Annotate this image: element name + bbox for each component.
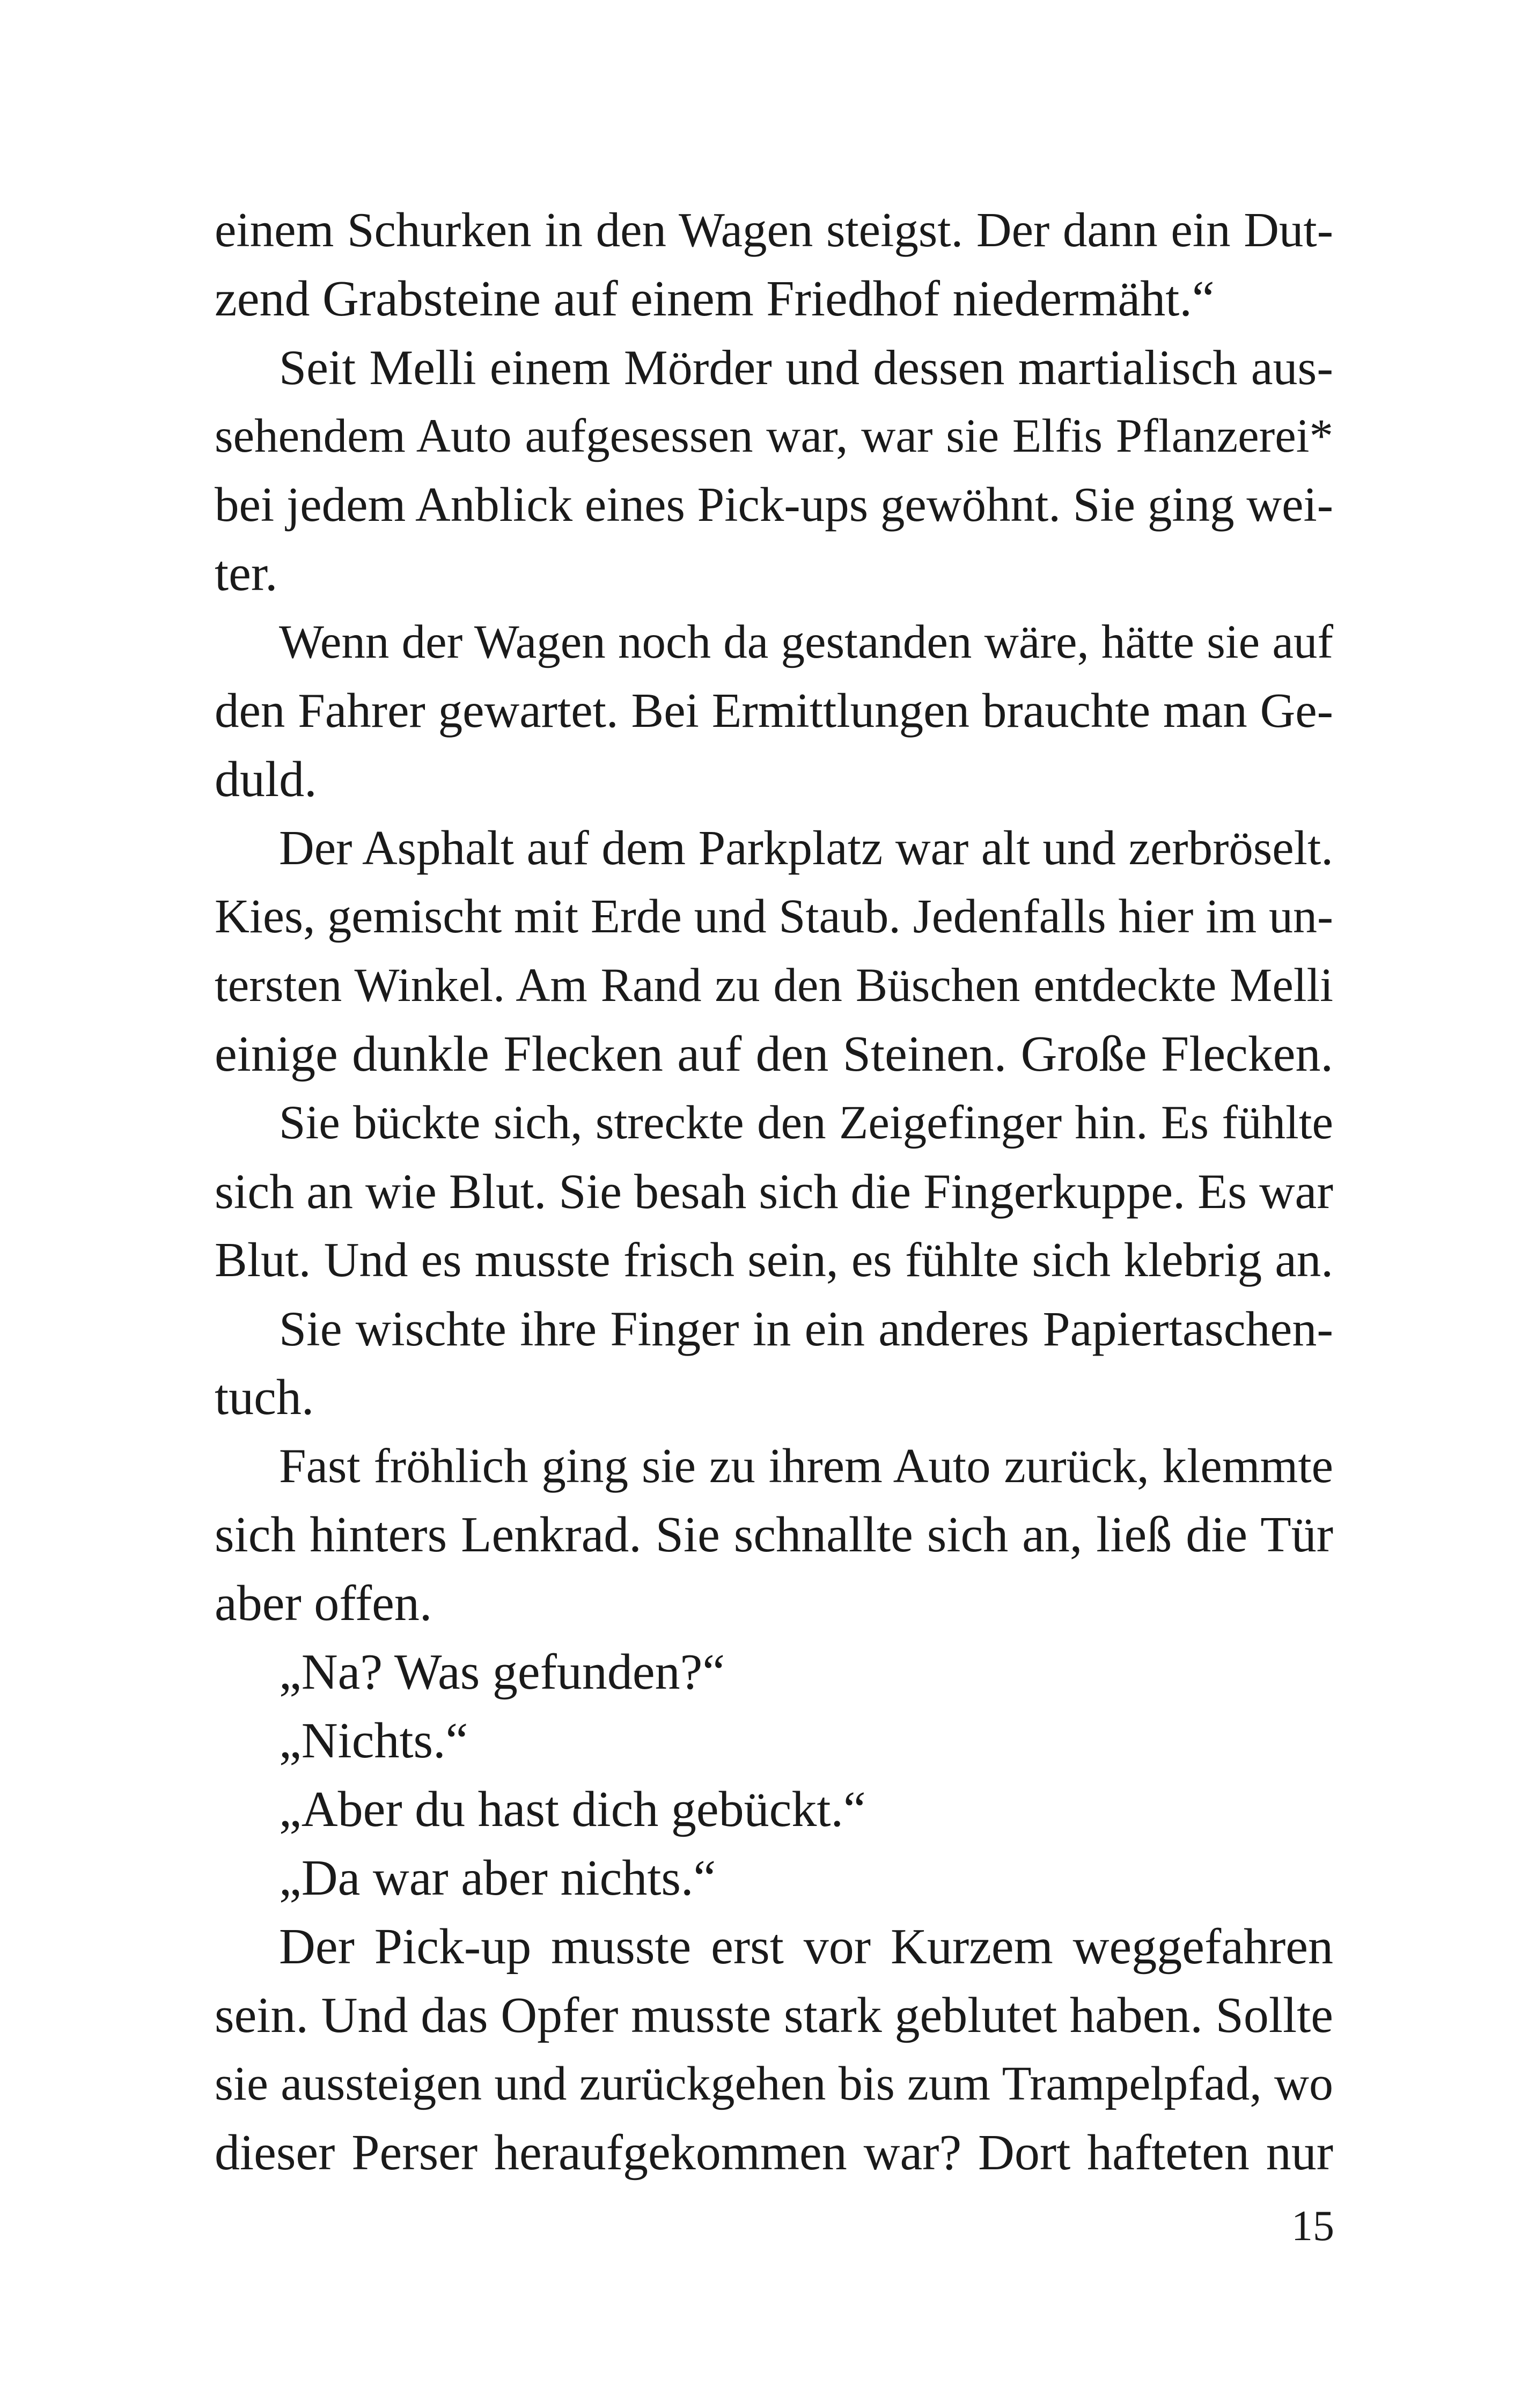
text-line: ter. (215, 546, 278, 601)
text-line: Sie wischte ihre Finger in ein anderes Papiertaschen- (279, 1301, 1333, 1356)
text-line: dieser Perser heraufgekommen war? Dort hafteten nur (215, 2125, 1333, 2181)
text-line: sein. Und das Opfer musste stark geblutet haben. Sollte (215, 1987, 1333, 2043)
text-line: tersten Winkel. Am Rand zu den Büschen entdeckte Melli (215, 959, 1333, 1012)
text-line: aber offen. (215, 1575, 432, 1631)
body-text (215, 196, 1333, 2187)
text-line: Seit Melli einem Mörder und dessen martialisch aus- (279, 340, 1333, 395)
text-line: tuch. (215, 1369, 314, 1425)
text-line: sehendem Auto aufgesessen war, war sie Elfis Pflanzerei* (215, 410, 1333, 462)
text-line: Wenn der Wagen noch da gestanden wäre, hätte sie auf (279, 616, 1333, 668)
text-line: einige dunkle Flecken auf den Steinen. Große Flecken. (215, 1026, 1333, 1082)
text-line: „Na? Was gefunden?“ (279, 1644, 725, 1700)
text-line: Blut. Und es musste frisch sein, es fühlte sich klebrig an. (215, 1233, 1333, 1287)
text-line: „Aber du hast dich gebückt.“ (279, 1781, 866, 1837)
page-number: 15 (1291, 2203, 1334, 2250)
text-line: duld. (215, 752, 317, 807)
text-line: „Da war aber nichts.“ (279, 1850, 716, 1906)
text-line: den Fahrer gewartet. Bei Ermittlungen brauchte man Ge- (215, 683, 1333, 738)
text-line: sie aussteigen und zurückgehen bis zum Trampelpfad, wo (215, 2057, 1333, 2110)
text-line: sich hinters Lenkrad. Sie schnallte sich an, ließ die Tür (215, 1507, 1333, 1563)
text-line: bei jedem Anblick eines Pick-ups gewöhnt. Sie ging wei- (215, 477, 1334, 532)
text-line: „Nichts.“ (279, 1713, 468, 1769)
text-line: sich an wie Blut. Sie besah sich die Fingerkuppe. Es war (215, 1164, 1333, 1219)
text-line: einem Schurken in den Wagen steigst. Der dann ein Dut- (215, 203, 1333, 257)
text-line: Sie bückte sich, streckte den Zeigefinger hin. Es fühlte (279, 1096, 1333, 1149)
text-line: Der Pick-up musste erst vor Kurzem weggefahren (279, 1919, 1333, 1975)
text-line: Fast fröhlich ging sie zu ihrem Auto zurück, klemmte (279, 1439, 1333, 1493)
text-line: zend Grabsteine auf einem Friedhof niedermäht.“ (215, 271, 1215, 327)
text-line: Der Asphalt auf dem Parkplatz war alt und zerbröselt. (279, 821, 1333, 875)
text-line: Kies, gemischt mit Erde und Staub. Jedenfalls hier im un- (215, 890, 1333, 943)
